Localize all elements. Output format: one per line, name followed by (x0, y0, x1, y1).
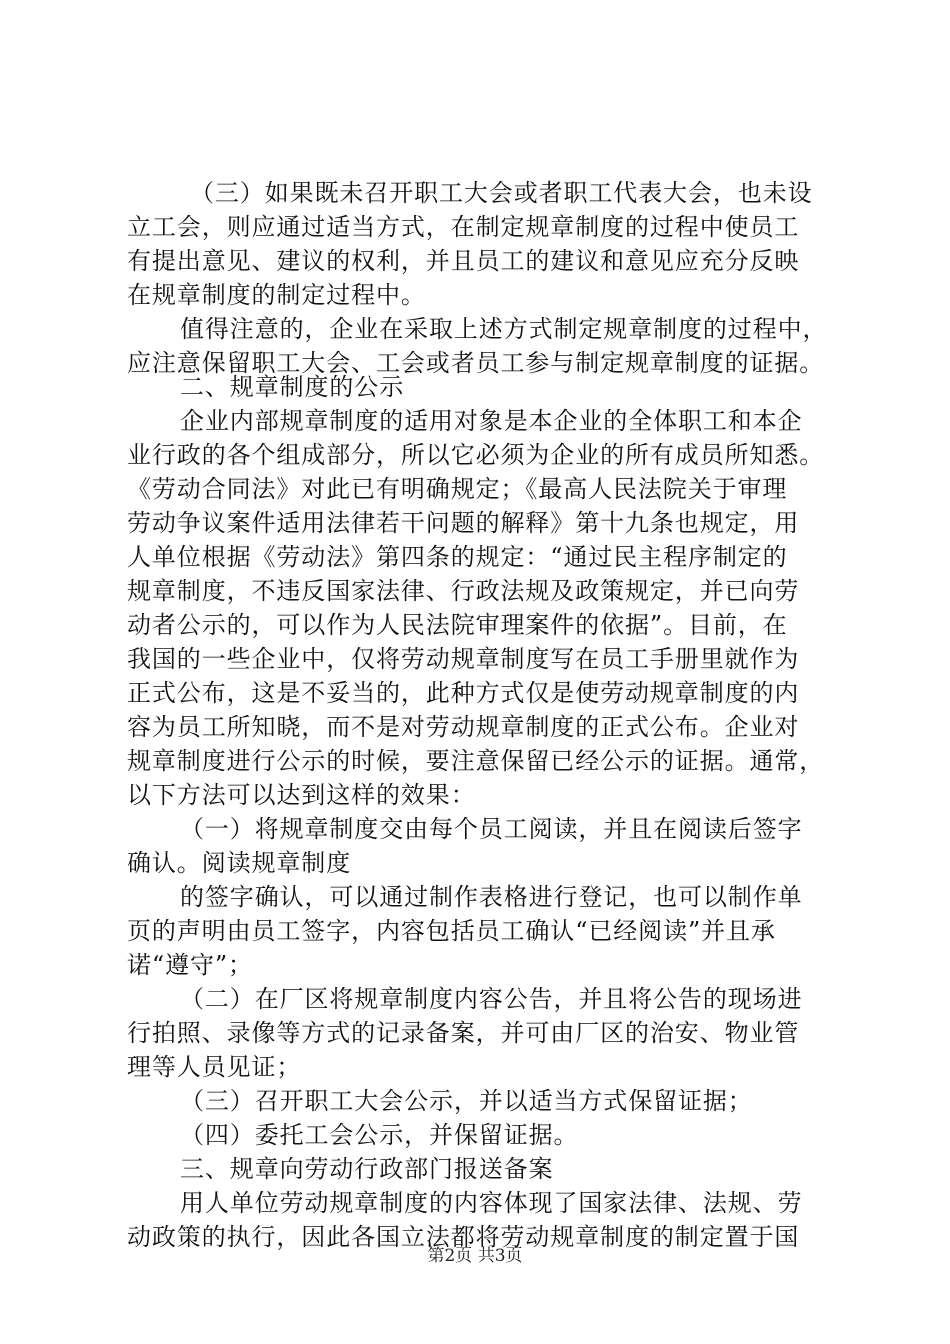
section-heading: 三、规章向劳动行政部门报送备案 (180, 1155, 554, 1183)
text-line: 用人单位劳动规章制度的内容体现了国家法律、法规、劳 (180, 1189, 803, 1217)
text-line: （四）委托工会公示，并保留证据。 (180, 1121, 579, 1149)
text-line: 立工会，则应通过适当方式，在制定规章制度的过程中使员工 (127, 213, 800, 241)
text-line: 我国的一些企业中，仅将劳动规章制度写在员工手册里就作为 (127, 645, 800, 673)
text-line: 诺“遵守”； (127, 951, 253, 979)
text-line: 规章制度进行公示的时候，要注意保留已经公示的证据。通常， (127, 747, 825, 775)
text-line: 人单位根据《劳动法》第四条的规定：“通过民主程序制定的 (127, 543, 788, 571)
text-line: 页的声明由员工签字，内容包括员工确认“已经阅读”并且承 (127, 917, 776, 945)
text-line: 容为员工所知晓，而不是对劳动规章制度的正式公布。企业对 (127, 713, 800, 741)
text-line: 理等人员见证； (127, 1053, 302, 1081)
text-line: 在规章制度的制定过程中。 (127, 281, 426, 309)
section-heading: 二、规章制度的公示 (180, 373, 405, 401)
text-line: 确认。阅读规章制度 (127, 849, 352, 877)
text-line: 值得注意的，企业在采取上述方式制定规章制度的过程中， (180, 315, 828, 343)
text-line: 规章制度，不违反国家法律、行政法规及政策规定，并已向劳 (127, 577, 800, 605)
page-footer: 第2页 共3页 (427, 1246, 523, 1266)
text-line: （三）如果既未召开职工大会或者职工代表大会，也未设 (190, 179, 813, 207)
text-line: 的签字确认，可以通过制作表格进行登记，也可以制作单 (180, 883, 803, 911)
text-line: 企业内部规章制度的适用对象是本企业的全体职工和本企 (180, 407, 803, 435)
text-line: 有提出意见、建议的权利，并且员工的建议和意见应充分反映 (127, 247, 800, 275)
text-line: 业行政的各个组成部分，所以它必须为企业的所有成员所知悉。 (127, 441, 825, 469)
text-line: 正式公布，这是不妥当的，此种方式仅是使劳动规章制度的内 (127, 679, 800, 707)
text-line: 《劳动合同法》对此已有明确规定；《最高人民法院关于审理 (127, 475, 788, 503)
text-line: 动政策的执行，因此各国立法都将劳动规章制度的制定置于国 (127, 1223, 800, 1251)
text-line: （一）将规章制度交由每个员工阅读，并且在阅读后签字 (180, 815, 803, 843)
text-line: 动者公示的，可以作为人民法院审理案件的依据”。目前，在 (127, 611, 788, 639)
text-line: 以下方法可以达到这样的效果： (127, 781, 476, 809)
text-line: （二）在厂区将规章制度内容公告，并且将公告的现场进 (180, 985, 803, 1013)
text-line: 行拍照、录像等方式的记录备案，并可由厂区的治安、物业管 (127, 1019, 800, 1047)
text-line: （三）召开职工大会公示，并以适当方式保留证据； (180, 1087, 753, 1115)
text-line: 劳动争议案件适用法律若干问题的解释》第十九条也规定，用 (127, 509, 800, 537)
text-line: 应注意保留职工大会、工会或者员工参与制定规章制度的证据。 (127, 349, 825, 377)
